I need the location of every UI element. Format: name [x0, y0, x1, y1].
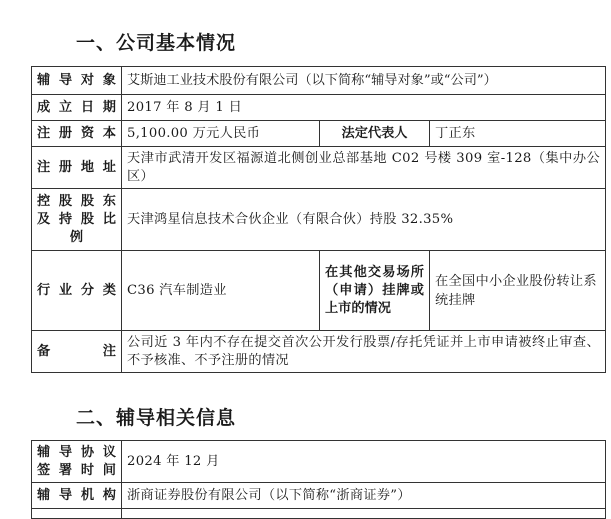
row-cut-off	[32, 509, 606, 519]
address-value: 天津市武清开发区福源道北侧创业总部基地 C02 号楼 309 室-128（集中办公区）	[122, 147, 606, 189]
founded-label: 成立日期	[32, 95, 122, 121]
capital-value: 5,100.00 万元人民币	[122, 121, 320, 147]
remarks-label: 备 注	[32, 331, 122, 373]
remarks-value: 公司近 3 年内不存在提交首次公开发行股票/存托凭证并上市申请被终止审查、不予核准、不予注册的情况	[122, 331, 606, 373]
other-listing-value: 在全国中小企业股份转让系统挂牌	[430, 251, 606, 331]
cut-off-cell-right	[122, 509, 606, 519]
shareholder-label-line2: 及持股比	[37, 211, 116, 227]
row-capital	[32, 121, 606, 147]
row-agreement	[32, 441, 606, 483]
institution-label: 辅导机构	[32, 483, 122, 509]
address-label: 注册地址	[32, 147, 122, 189]
target-value: 艾斯迪工业技术股份有限公司（以下简称“辅导对象”或“公司”）	[122, 67, 606, 95]
row-founded	[32, 95, 606, 121]
shareholder-label-line1: 控股股东	[37, 193, 116, 209]
section-1-title: 一、公司基本情况	[76, 32, 237, 54]
target-label: 辅导对象	[32, 67, 122, 95]
agreement-label-line2: 签署时间	[37, 462, 116, 478]
row-institution	[32, 483, 606, 509]
row-target	[32, 67, 606, 95]
shareholder-label	[32, 189, 122, 251]
industry-value: C36 汽车制造业	[122, 251, 320, 331]
row-remarks	[32, 331, 606, 373]
agreement-label	[32, 441, 122, 483]
shareholder-value: 天津鸿星信息技术合伙企业（有限合伙）持股 32.35%	[122, 189, 606, 251]
industry-label: 行业分类	[32, 251, 122, 331]
other-listing-label: 在其他交易场所（申请）挂牌或上市的情况	[320, 251, 430, 331]
cut-off-cell-left	[32, 509, 122, 519]
row-address	[32, 147, 606, 189]
section-2-title: 二、辅导相关信息	[76, 407, 237, 429]
row-industry	[32, 251, 606, 331]
institution-value: 浙商证券股份有限公司（以下简称“浙商证券”）	[122, 483, 606, 509]
capital-label: 注册资本	[32, 121, 122, 147]
row-shareholder	[32, 189, 606, 251]
company-info-table	[31, 66, 606, 373]
tutoring-info-table	[31, 440, 606, 519]
shareholder-label-line3: 例	[69, 229, 84, 245]
founded-value: 2017 年 8 月 1 日	[122, 95, 606, 121]
agreement-label-line1: 辅导协议	[37, 444, 116, 460]
agreement-value: 2024 年 12 月	[122, 441, 606, 483]
legal-rep-value: 丁正东	[430, 121, 606, 147]
legal-rep-label: 法定代表人	[320, 121, 430, 147]
